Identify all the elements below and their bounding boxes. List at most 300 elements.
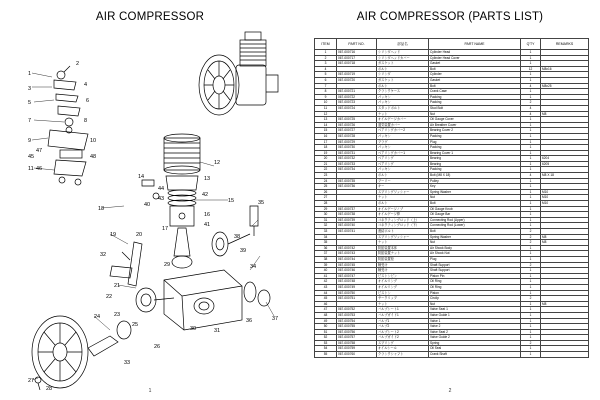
- cell-part-name: Bearing Cover 1: [429, 150, 521, 156]
- cell-qty: 1: [521, 72, 541, 78]
- callout-23: 23: [114, 312, 121, 318]
- cell-qty: 1: [521, 61, 541, 67]
- diagram-title: AIR COMPRESSOR: [95, 11, 205, 23]
- cell-part-no: 067-000746: [337, 268, 377, 274]
- cell-jp-name: バルブシート1: [377, 307, 429, 313]
- callout-16: 16: [204, 212, 211, 218]
- cell-part-name: Packing: [429, 100, 521, 106]
- cell-part-no: 067-000727: [337, 128, 377, 134]
- cell-qty: 1: [521, 189, 541, 195]
- cell-item: 26: [315, 189, 337, 195]
- cell-part-no: 067-000732: [337, 156, 377, 162]
- callout-36: 36: [246, 318, 253, 324]
- cell-part-name: Key: [429, 184, 521, 190]
- callout-31: 31: [214, 328, 221, 334]
- cell-qty: 1: [521, 318, 541, 324]
- cell-part-no: 067-000745: [337, 262, 377, 268]
- cell-part-no: 067-000760: [337, 352, 377, 358]
- cell-jp-name: シリンダ: [377, 72, 429, 78]
- cell-qty: 1: [521, 335, 541, 341]
- parts-table-header: [315, 39, 589, 50]
- cell-part-name: Cylinder: [429, 72, 521, 78]
- cell-jp-name: ベアリングカバー1: [377, 150, 429, 156]
- cell-jp-name: バルブガイド2: [377, 335, 429, 341]
- parts-list-page: [300, 0, 600, 400]
- cell-qty: 1: [521, 256, 541, 262]
- cell-qty: 1: [521, 50, 541, 56]
- cell-qty: 1: [521, 268, 541, 274]
- cell-part-name: Packing: [429, 167, 521, 173]
- callout-19: 19: [110, 232, 117, 238]
- cell-item: 32: [315, 223, 337, 229]
- cell-jp-name: 防振装置本体: [377, 245, 429, 251]
- cell-qty: 1: [521, 273, 541, 279]
- callout-15: 15: [228, 198, 235, 204]
- callout-43: 43: [158, 196, 165, 202]
- cell-jp-name: バルブガイド1: [377, 312, 429, 318]
- cell-part-name: Air Shock Nut: [429, 251, 521, 257]
- cell-part-name: Bearing: [429, 156, 521, 162]
- cell-part-no: 067-000721: [337, 89, 377, 95]
- callout-1: 1: [28, 71, 32, 77]
- pulley-illustration: [32, 316, 131, 390]
- cell-part-no: 067-000752: [337, 307, 377, 313]
- callout-10: 10: [90, 138, 97, 144]
- cell-part-name: Nut: [429, 111, 521, 117]
- callout-28: 28: [46, 386, 53, 390]
- cell-part-no: 067-000720: [337, 77, 377, 83]
- callout-42: 42: [202, 192, 209, 198]
- cell-qty: 1: [521, 156, 541, 162]
- cell-jp-name: オイルシール: [377, 346, 429, 352]
- callout-labels: [28, 61, 278, 390]
- cell-jp-name: バルブ1: [377, 318, 429, 324]
- cell-jp-name: スプリングワッシャー: [377, 189, 429, 195]
- cell-part-name: Cylinder Head: [429, 50, 521, 56]
- cell-remarks: M8 X 18: [541, 173, 589, 179]
- cell-part-no: 067-000731: [337, 150, 377, 156]
- cell-item: 50: [315, 324, 337, 330]
- cell-qty: 1: [521, 161, 541, 167]
- cell-qty: 1: [521, 307, 541, 313]
- cell-part-no: 067-000719: [337, 72, 377, 78]
- cell-item: 11: [315, 105, 337, 111]
- cell-jp-name: ボルト: [377, 66, 429, 72]
- callout-17: 17: [162, 226, 169, 232]
- cell-part-no: 067-000759: [337, 346, 377, 352]
- cell-jp-name: パッキン: [377, 133, 429, 139]
- cell-jp-name: 軸受け: [377, 262, 429, 268]
- cylinder-piston-parts: [142, 134, 200, 268]
- cell-part-no: 067-000747: [337, 273, 377, 279]
- cell-part-name: Packing: [429, 133, 521, 139]
- callout-39: 39: [240, 248, 247, 254]
- cell-jp-name: オイルリング: [377, 284, 429, 290]
- cell-part-name: Oil Seal: [429, 346, 521, 352]
- header-jp-name: 部品名: [377, 39, 429, 50]
- cell-part-no: 067-000757: [337, 335, 377, 341]
- cell-qty: 2: [521, 229, 541, 235]
- cell-jp-name: クランクシャフト: [377, 352, 429, 358]
- cell-part-no: 067-000729: [337, 139, 377, 145]
- cell-part-no: 067-000723: [337, 100, 377, 106]
- cell-qty: 2: [521, 234, 541, 240]
- cell-part-no: 067-000743: [337, 251, 377, 257]
- cell-jp-name: サークリップ: [377, 296, 429, 302]
- cell-part-name: Gasket: [429, 77, 521, 83]
- cell-part-no: 067-000738: [337, 212, 377, 218]
- cell-jp-name: コネクティングロッド（上）: [377, 217, 429, 223]
- cell-part-no: 067-000737: [337, 206, 377, 212]
- cell-qty: 1: [521, 77, 541, 83]
- cell-jp-name: パッキン: [377, 100, 429, 106]
- cell-part-no: 067-000735: [337, 178, 377, 184]
- cell-part-name: Air Breather Cover: [429, 122, 521, 128]
- cell-item: 4: [315, 66, 337, 72]
- cell-item: 15: [315, 128, 337, 134]
- cell-jp-name: スプリング: [377, 340, 429, 346]
- cell-qty: 1: [521, 279, 541, 285]
- cell-remarks: M8x25: [541, 83, 589, 89]
- cell-jp-name: バルブ2: [377, 324, 429, 330]
- cell-jp-name: ナット: [377, 111, 429, 117]
- cell-jp-name: シリンダヘッドカバー: [377, 55, 429, 61]
- cell-part-name: Valve Guide 2: [429, 335, 521, 341]
- header-part-name: PART NAME: [429, 39, 521, 50]
- cell-jp-name: スタッドボルト: [377, 105, 429, 111]
- cell-qty: 1: [521, 122, 541, 128]
- cell-item: 19: [315, 150, 337, 156]
- cell-part-name: Gasket: [429, 61, 521, 67]
- cell-item: 5: [315, 72, 337, 78]
- cell-part-no: 067-000722: [337, 94, 377, 100]
- cell-item: 12: [315, 111, 337, 117]
- cell-jp-name: 軸受け: [377, 268, 429, 274]
- cell-qty: 1: [521, 150, 541, 156]
- cell-qty: 1: [521, 290, 541, 296]
- cell-item: 53: [315, 340, 337, 346]
- cell-part-no: 067-000734: [337, 167, 377, 173]
- cell-part-name: Bolt (M8 X 18): [429, 173, 521, 179]
- cell-qty: 2: [521, 240, 541, 246]
- cell-item: 35: [315, 240, 337, 246]
- cell-jp-name: バルブシート2: [377, 329, 429, 335]
- cell-item: 46: [315, 301, 337, 307]
- cell-part-name: Shaft Support: [429, 262, 521, 268]
- cell-part-no: 067-000748: [337, 279, 377, 285]
- cell-part-no: 067-000733: [337, 161, 377, 167]
- cell-part-name: Shaft Support: [429, 268, 521, 274]
- cell-item: 17: [315, 139, 337, 145]
- cell-remarks: [541, 352, 589, 358]
- callout-7: 7: [28, 118, 32, 124]
- cell-part-name: Valve Seat 2: [429, 329, 521, 335]
- cell-part-name: Bearing: [429, 161, 521, 167]
- cell-qty: 1: [521, 352, 541, 358]
- cell-item: 9: [315, 94, 337, 100]
- callout-6: 6: [86, 98, 90, 104]
- cell-qty: 1: [521, 301, 541, 307]
- cell-part-no: 067-000758: [337, 340, 377, 346]
- cell-item: 49: [315, 318, 337, 324]
- cell-item: 16: [315, 133, 337, 139]
- cell-remarks: M10: [541, 189, 589, 195]
- callout-20: 20: [136, 232, 143, 238]
- callout-26: 26: [154, 344, 161, 350]
- cell-part-name: Packing: [429, 145, 521, 151]
- cell-remarks: M10: [541, 195, 589, 201]
- cell-qty: 1: [521, 94, 541, 100]
- cell-item: 51: [315, 329, 337, 335]
- cell-part-no: 067-000755: [337, 324, 377, 330]
- cell-part-name: Circlip: [429, 296, 521, 302]
- cell-item: 45: [315, 296, 337, 302]
- cell-part-name: Plug: [429, 256, 521, 262]
- page-number-left: 1: [148, 388, 152, 394]
- callout-leaders: [32, 73, 274, 380]
- cell-item: 33: [315, 229, 337, 235]
- cell-part-name: Piston Pin: [429, 273, 521, 279]
- callout-38: 38: [234, 234, 241, 240]
- cell-item: 47: [315, 307, 337, 313]
- callout-37: 37: [272, 316, 279, 322]
- cell-qty: 2: [521, 262, 541, 268]
- cell-item: 13: [315, 117, 337, 123]
- cell-jp-name: ベアリング: [377, 156, 429, 162]
- cell-qty: 1: [521, 133, 541, 139]
- cell-item: 3: [315, 61, 337, 67]
- cell-part-no: 067-000717: [337, 55, 377, 61]
- cell-part-no: 067-000725: [337, 117, 377, 123]
- cell-jp-name: オイルゲージ棒: [377, 212, 429, 218]
- callout-32: 32: [100, 252, 107, 258]
- cell-jp-name: シリンダヘッド: [377, 50, 429, 56]
- cell-part-name: Oil Ring: [429, 284, 521, 290]
- cell-jp-name: クランクケース: [377, 89, 429, 95]
- header-qty: Q'TY: [521, 39, 541, 50]
- cell-item: 38: [315, 256, 337, 262]
- callout-3: 3: [28, 86, 32, 92]
- callout-4: 4: [84, 82, 88, 88]
- cell-jp-name: 防振装置ナット: [377, 251, 429, 257]
- cell-part-name: Bolt: [429, 201, 521, 207]
- cell-qty: 1: [521, 167, 541, 173]
- parts-list-title: AIR COMPRESSOR (PARTS LIST): [356, 11, 544, 23]
- callout-29: 29: [164, 262, 171, 268]
- cell-part-name: Valve 2: [429, 324, 521, 330]
- cell-part-name: Bearing Cover 2: [429, 128, 521, 134]
- cell-jp-name: ピストン: [377, 290, 429, 296]
- callout-34: 34: [250, 264, 257, 270]
- cell-item: 31: [315, 217, 337, 223]
- cell-item: 52: [315, 335, 337, 341]
- cell-item: 10: [315, 100, 337, 106]
- cell-item: 28: [315, 201, 337, 207]
- callout-25: 25: [132, 322, 139, 328]
- callout-46: 46: [36, 166, 43, 172]
- cell-item: 23: [315, 173, 337, 179]
- cell-qty: 1: [521, 212, 541, 218]
- cell-part-name: Connecting Rod (Lower): [429, 223, 521, 229]
- cell-part-name: Valve 1: [429, 318, 521, 324]
- cell-part-name: Spring Washer: [429, 189, 521, 195]
- cell-part-no: 067-000740: [337, 223, 377, 229]
- callout-9: 9: [28, 138, 32, 144]
- callout-5: 5: [28, 100, 32, 106]
- cell-remarks: M8: [541, 234, 589, 240]
- cell-qty: 1: [521, 223, 541, 229]
- cell-remarks: M10: [541, 201, 589, 207]
- cell-jp-name: ボルト: [377, 173, 429, 179]
- cell-item: 6: [315, 77, 337, 83]
- cell-jp-name: ナット: [377, 240, 429, 246]
- callout-33: 33: [124, 360, 131, 366]
- callout-47: 47: [36, 148, 43, 154]
- cell-part-no: 067-000739: [337, 217, 377, 223]
- cell-jp-name: 防振装置栓: [377, 256, 429, 262]
- cell-jp-name: ボルト: [377, 201, 429, 207]
- cell-qty: 1: [521, 284, 541, 290]
- exploded-diagram: [14, 30, 290, 390]
- callout-13: 13: [204, 176, 211, 182]
- callout-44: 44: [158, 186, 165, 192]
- cell-qty: 1: [521, 117, 541, 123]
- cell-qty: 1: [521, 245, 541, 251]
- parts-table: [314, 38, 589, 358]
- cell-part-name: Spring: [429, 340, 521, 346]
- cell-qty: 12: [521, 66, 541, 72]
- cell-jp-name: オイルリング: [377, 279, 429, 285]
- cell-part-no: 067-000718: [337, 61, 377, 67]
- cell-jp-name: プラグ: [377, 139, 429, 145]
- callout-45: 45: [28, 154, 35, 160]
- cell-part-no: 067-000742: [337, 245, 377, 251]
- callout-11: 11: [28, 166, 34, 172]
- cell-jp-name: パッキン: [377, 94, 429, 100]
- cell-remarks: M8: [541, 301, 589, 307]
- cell-part-no: 067-000753: [337, 312, 377, 318]
- cell-jp-name: ナット: [377, 195, 429, 201]
- crankcase-parts: [110, 206, 270, 330]
- cell-qty: 1: [521, 89, 541, 95]
- cell-part-name: Oil Ring: [429, 279, 521, 285]
- cell-jp-name: パッキン: [377, 145, 429, 151]
- table-row: [315, 352, 589, 358]
- cell-part-no: 067-000724: [337, 105, 377, 111]
- cell-qty: 1: [521, 346, 541, 352]
- callout-8: 8: [84, 118, 88, 124]
- cell-qty: 1: [521, 55, 541, 61]
- callout-12: 12: [214, 160, 221, 166]
- cell-jp-name: オイルゲージノブ: [377, 206, 429, 212]
- cell-item: 40: [315, 268, 337, 274]
- cell-remarks: M8: [541, 240, 589, 246]
- cell-qty: 1: [521, 184, 541, 190]
- cell-item: 7: [315, 83, 337, 89]
- cell-item: 41: [315, 273, 337, 279]
- cell-part-no: 067-000741: [337, 229, 377, 235]
- callout-27: 27: [28, 378, 35, 384]
- cell-part-name: Bolt: [429, 66, 521, 72]
- cell-part-name: Bolt: [429, 83, 521, 89]
- callout-40: 40: [144, 202, 151, 208]
- cell-part-name: Nut: [429, 240, 521, 246]
- cell-part-name: Spring Washer: [429, 234, 521, 240]
- cell-part-no: 067-000736: [337, 184, 377, 190]
- cell-part-name: Oil Gauge Knob: [429, 206, 521, 212]
- parts-table-body: [315, 50, 589, 358]
- cell-part-no: 067-000751: [337, 296, 377, 302]
- cell-part-no: 067-000756: [337, 329, 377, 335]
- cell-item: 25: [315, 184, 337, 190]
- cell-remarks: 6204: [541, 156, 589, 162]
- cell-part-name: Valve Guide 1: [429, 312, 521, 318]
- cell-item: 21: [315, 161, 337, 167]
- cell-item: 24: [315, 178, 337, 184]
- cell-jp-name: 通気装置カバー: [377, 122, 429, 128]
- cell-part-no: 067-000754: [337, 318, 377, 324]
- cell-qty: 1: [521, 312, 541, 318]
- cell-part-name: Crank Shaft: [429, 352, 521, 358]
- cell-item: 22: [315, 167, 337, 173]
- cell-item: 44: [315, 290, 337, 296]
- cell-part-no: 067-000750: [337, 290, 377, 296]
- cell-item: 2: [315, 55, 337, 61]
- cell-part-name: Piston: [429, 290, 521, 296]
- cell-jp-name: ピストンピン: [377, 273, 429, 279]
- cell-item: 30: [315, 212, 337, 218]
- cell-qty: 2: [521, 340, 541, 346]
- cell-qty: 1: [521, 201, 541, 207]
- cell-qty: 1: [521, 217, 541, 223]
- callout-48: 48: [90, 154, 97, 160]
- cell-part-name: Connecting Rod (Upper): [429, 217, 521, 223]
- cell-qty: 1: [521, 128, 541, 134]
- cell-item: 20: [315, 156, 337, 162]
- cell-item: 18: [315, 145, 337, 151]
- cell-item: 54: [315, 346, 337, 352]
- cell-part-name: Cylinder Head Cover: [429, 55, 521, 61]
- cell-jp-name: ガスケット: [377, 61, 429, 67]
- cell-item: 1: [315, 50, 337, 56]
- cell-qty: 4: [521, 105, 541, 111]
- cell-item: 43: [315, 284, 337, 290]
- cell-qty: 1: [521, 206, 541, 212]
- cell-part-name: Valve Seat 1: [429, 307, 521, 313]
- cell-qty: 2: [521, 296, 541, 302]
- callout-22: 22: [106, 294, 113, 300]
- cell-jp-name: コネクティングロッド（下）: [377, 223, 429, 229]
- cell-item: 42: [315, 279, 337, 285]
- callout-18: 18: [98, 206, 105, 212]
- cell-jp-name: ナット: [377, 301, 429, 307]
- cell-qty: 4: [521, 111, 541, 117]
- cell-qty: 1: [521, 251, 541, 257]
- cell-item: 39: [315, 262, 337, 268]
- cell-qty: 1: [521, 139, 541, 145]
- cell-part-name: Pulley: [429, 178, 521, 184]
- cell-item: 14: [315, 122, 337, 128]
- cell-qty: 2: [521, 100, 541, 106]
- cell-qty: 1: [521, 329, 541, 335]
- cell-jp-name: ベアリング: [377, 161, 429, 167]
- cell-item: 55: [315, 352, 337, 358]
- cell-qty: 1: [521, 324, 541, 330]
- cell-part-no: 067-000726: [337, 122, 377, 128]
- cell-part-name: Air Shock Body: [429, 245, 521, 251]
- cell-jp-name: ガスケット: [377, 77, 429, 83]
- cell-part-name: Oil Gauge Cover: [429, 117, 521, 123]
